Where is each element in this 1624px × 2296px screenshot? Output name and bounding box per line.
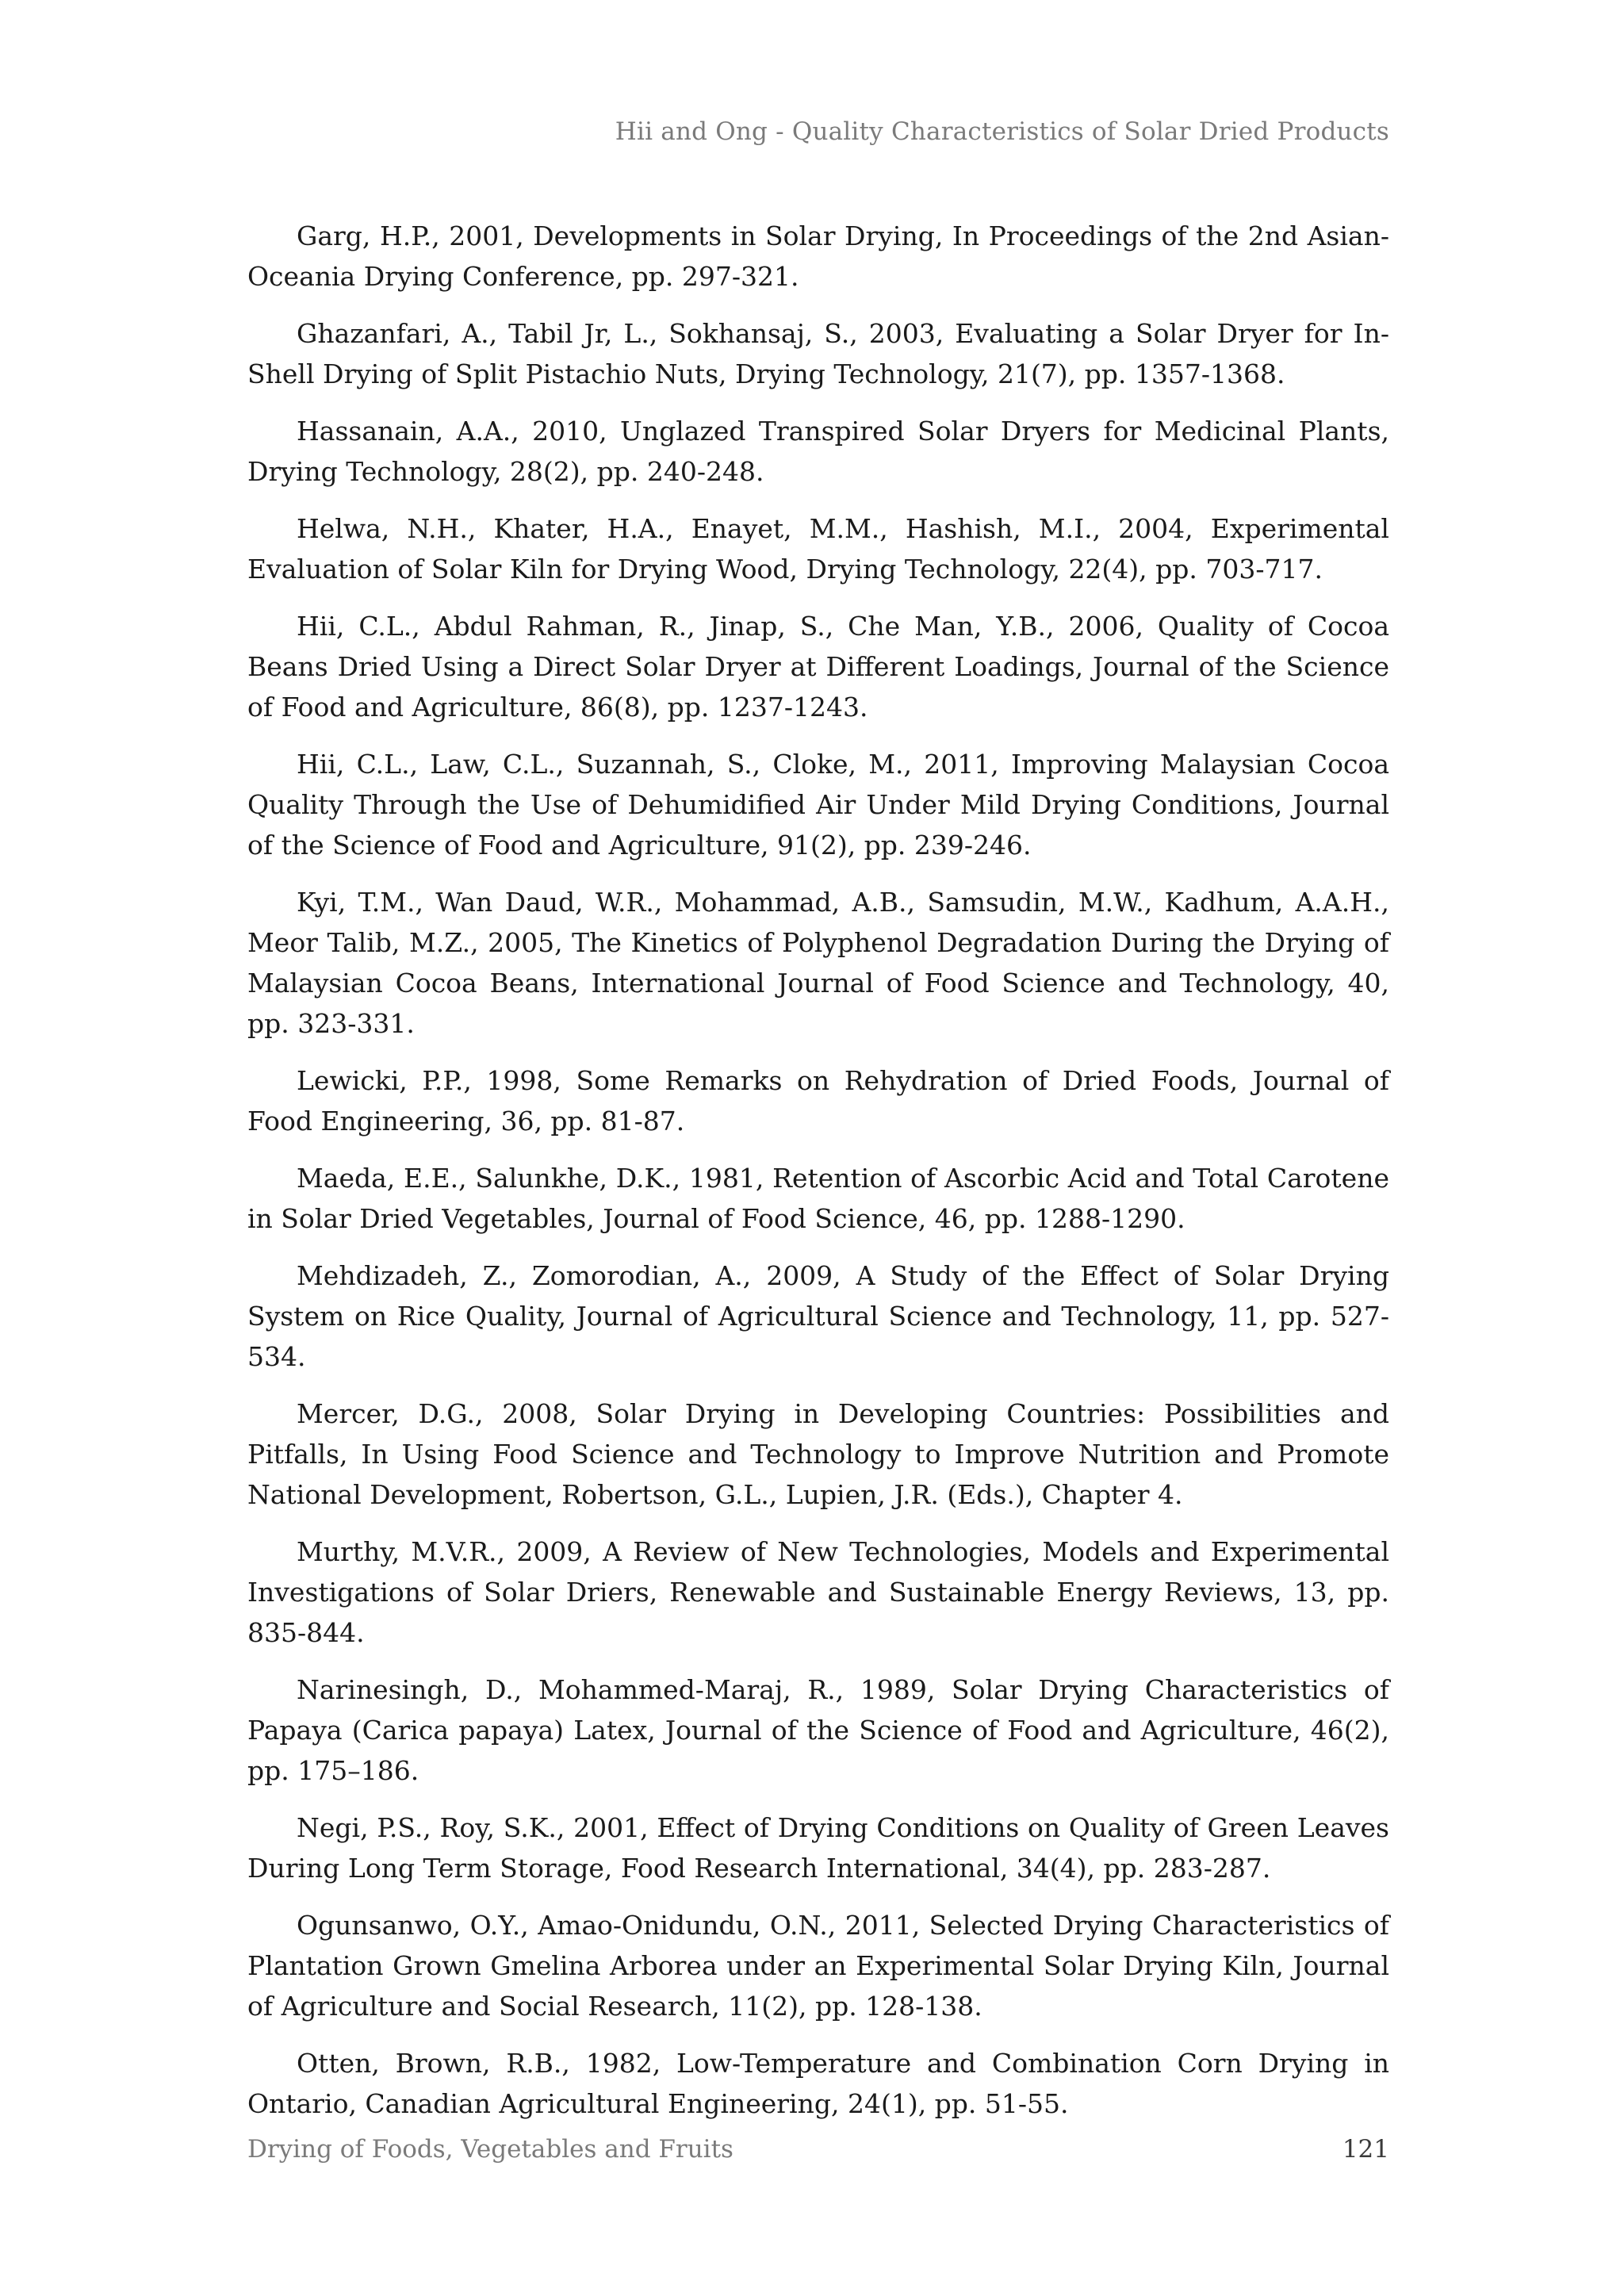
running-footer <box>247 2135 1389 2164</box>
reference-entry: Helwa, N.H., Khater, H.A., Enayet, M.M., Hashish, M.I., 2004, Experimental Evaluation of Solar Kiln for Drying Wood, Drying Technology, 22(4), pp. 703-717. <box>247 513 1389 585</box>
reference-entry: Hii, C.L., Law, C.L., Suzannah, S., Cloke, M., 2011, Improving Malaysian Cocoa Quality Through the Use of Dehumidified Air Under Mild Drying Conditions, Journal of the Science of Food and Agriculture, 91(2), pp. 239-246. <box>247 749 1389 861</box>
reference-entry: Mehdizadeh, Z., Zomorodian, A., 2009, A Study of the Effect of Solar Drying System on Rice Quality, Journal of Agricultural Science and Technology, 11, pp. 527-534. <box>247 1260 1389 1372</box>
reference-entry: Lewicki, P.P., 1998, Some Remarks on Rehydration of Dried Foods, Journal of Food Engineering, 36, pp. 81-87. <box>247 1065 1389 1137</box>
reference-entry: Narinesingh, D., Mohammed-Maraj, R., 1989, Solar Drying Characteristics of Papaya (Carica papaya) Latex, Journal of the Science of Food and Agriculture, 46(2), pp. 175–186. <box>247 1674 1389 1786</box>
reference-entry: Hii, C.L., Abdul Rahman, R., Jinap, S., Che Man, Y.B., 2006, Quality of Cocoa Beans Dried Using a Direct Solar Dryer at Different Loadings, Journal of the Science of Food and Agriculture, 86(8), pp. 1237-1243. <box>247 611 1389 723</box>
page-number: 121 <box>1342 2135 1389 2164</box>
reference-entry: Negi, P.S., Roy, S.K., 2001, Effect of Drying Conditions on Quality of Green Leaves During Long Term Storage, Food Research International, 34(4), pp. 283-287. <box>247 1812 1389 1884</box>
reference-entry: Mercer, D.G., 2008, Solar Drying in Developing Countries: Possibilities and Pitfalls, In Using Food Science and Technology to Improve Nutrition and Promote National Development, Robertson, G.L., Lupien, J.R. (Eds.), Chapter 4. <box>247 1398 1389 1510</box>
reference-entry: Garg, H.P., 2001, Developments in Solar Drying, In Proceedings of the 2nd Asian-Oceania Drying Conference, pp. 297-321. <box>247 220 1389 292</box>
footer-book-title: Drying of Foods, Vegetables and Fruits <box>247 2135 733 2164</box>
reference-entry: Murthy, M.V.R., 2009, A Review of New Technologies, Models and Experimental Investigations of Solar Driers, Renewable and Sustainable Energy Reviews, 13, pp. 835-844. <box>247 1536 1389 1648</box>
reference-entry: Hassanain, A.A., 2010, Unglazed Transpired Solar Dryers for Medicinal Plants, Drying Technology, 28(2), pp. 240-248. <box>247 416 1389 487</box>
running-header: Hii and Ong - Quality Characteristics of Solar Dried Products <box>615 117 1389 146</box>
reference-list <box>247 216 1389 2141</box>
reference-entry: Otten, Brown, R.B., 1982, Low-Temperature and Combination Corn Drying in Ontario, Canadian Agricultural Engineering, 24(1), pp. 51-55. <box>247 2048 1389 2119</box>
reference-entry: Kyi, T.M., Wan Daud, W.R., Mohammad, A.B., Samsudin, M.W., Kadhum, A.A.H., Meor Talib, M.Z., 2005, The Kinetics of Polyphenol Degradation During the Drying of Malaysian Cocoa Beans, International Journal of Food Science and Technology, 40, pp. 323-331. <box>247 887 1389 1039</box>
reference-entry: Ogunsanwo, O.Y., Amao-Onidundu, O.N., 2011, Selected Drying Characteristics of Plantation Grown Gmelina Arborea under an Experimental Solar Drying Kiln, Journal of Agriculture and Social Research, 11(2), pp. 128-138. <box>247 1910 1389 2022</box>
reference-entry: Ghazanfari, A., Tabil Jr, L., Sokhansaj, S., 2003, Evaluating a Solar Dryer for In-Shell Drying of Split Pistachio Nuts, Drying Technology, 21(7), pp. 1357-1368. <box>247 318 1389 389</box>
reference-entry: Maeda, E.E., Salunkhe, D.K., 1981, Retention of Ascorbic Acid and Total Carotene in Solar Dried Vegetables, Journal of Food Science, 46, pp. 1288-1290. <box>247 1163 1389 1234</box>
